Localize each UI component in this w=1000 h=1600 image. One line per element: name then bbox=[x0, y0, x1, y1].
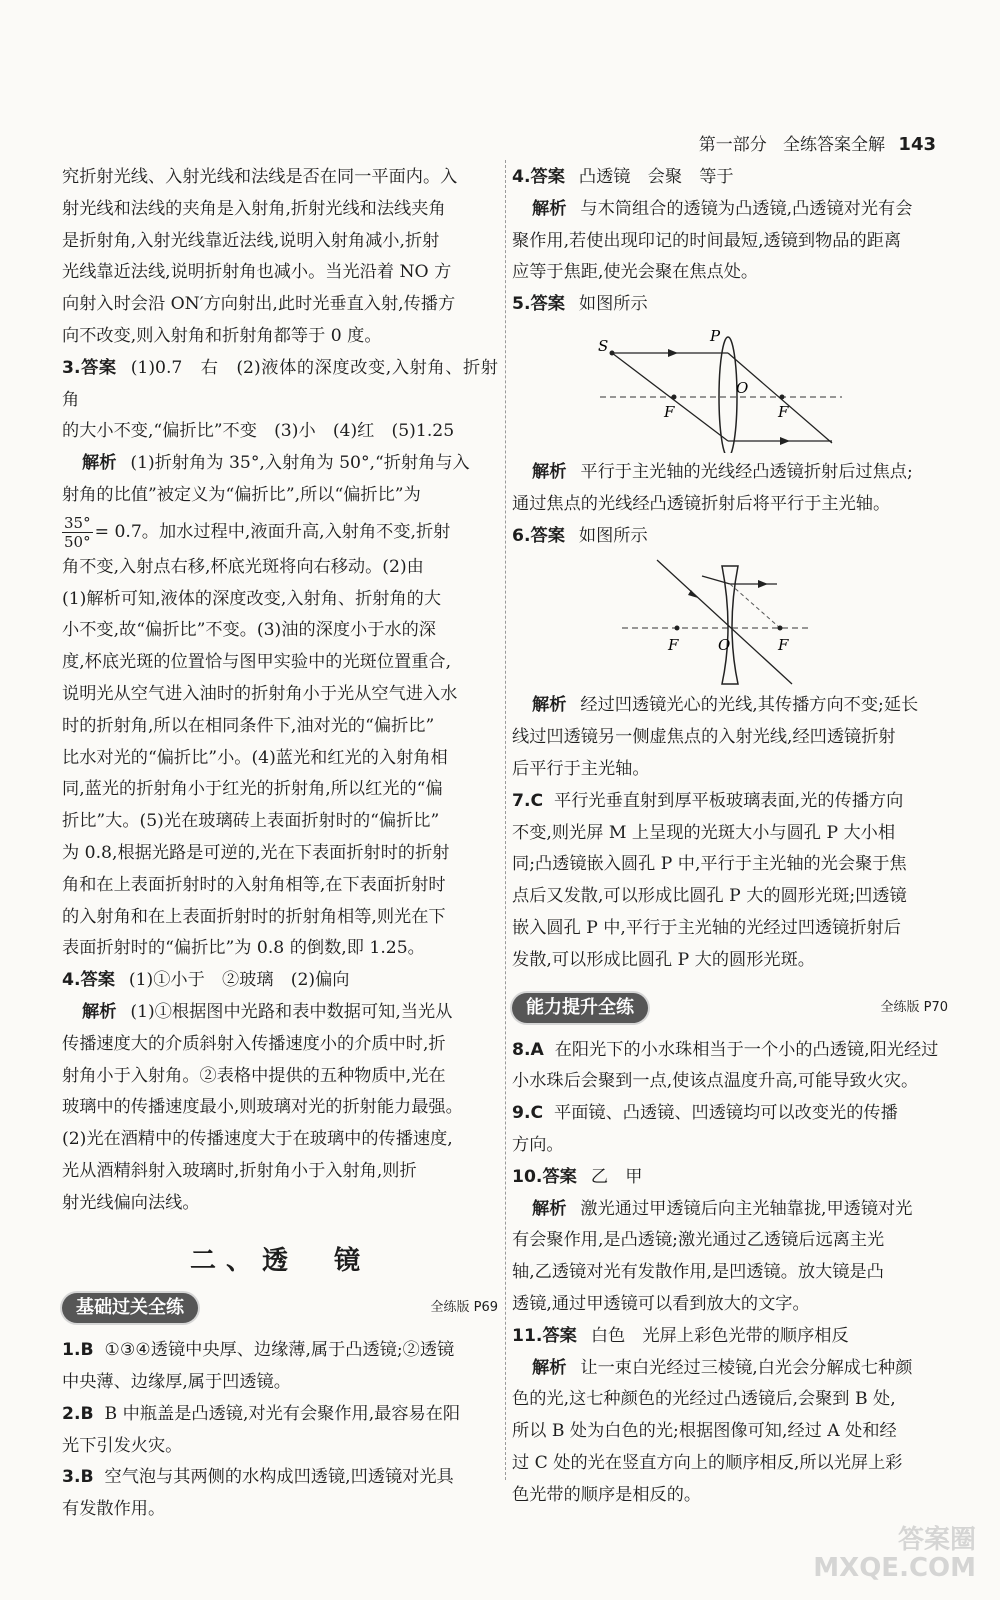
question-3 bbox=[62, 353, 498, 965]
question-number: 7.C bbox=[512, 790, 544, 811]
analysis-text: 射角小于入射角。②表格中提供的五种物质中,光在 bbox=[62, 1065, 446, 1086]
label-o: O bbox=[718, 636, 731, 655]
text-line: 是折射角,入射光线靠近法线,说明入射角减小,折射 bbox=[62, 230, 440, 251]
analysis-text: 比水对光的“偏折比”小。(4)蓝光和红光的入射角相 bbox=[62, 747, 448, 768]
analysis-text: 度,杯底光斑的位置恰与图甲实验中的光斑位置重合, bbox=[62, 652, 452, 673]
answer-tag: 答案 bbox=[542, 1325, 577, 1346]
analysis-text: 的入射角和在上表面折射时的折射角相等,则光在下 bbox=[62, 906, 446, 927]
analysis-text: 为 0.8,根据光路是可逆的,光在下表面折射时的折射 bbox=[62, 842, 450, 863]
analysis-tag: 解析 bbox=[532, 1198, 567, 1219]
answer-text: 如图所示 bbox=[578, 294, 648, 315]
answer-tag: 答案 bbox=[80, 357, 117, 378]
column-divider bbox=[505, 160, 506, 1480]
page-header bbox=[699, 130, 936, 155]
basic-q1 bbox=[62, 1335, 498, 1399]
arrow-icon bbox=[668, 349, 678, 357]
label-f: F bbox=[778, 636, 789, 655]
label-s: S bbox=[598, 336, 609, 355]
analysis-text: 线过凹透镜另一侧虚焦点的入射光线,经凹透镜折射 bbox=[512, 727, 896, 748]
answer-text: 平行光垂直射到厚平板玻璃表面,光的传播方向 bbox=[554, 790, 904, 811]
answer-text: 嵌入圆孔 P 中,平行于主光轴的光经过凹透镜折射后 bbox=[512, 917, 901, 938]
analysis-text: (1)①根据图中光路和表中数据可知,当光从 bbox=[130, 1001, 453, 1022]
analysis-text: 激光通过甲透镜后向主光轴靠拢,甲透镜对光 bbox=[580, 1198, 913, 1219]
answer-text: B 中瓶盖是凸透镜,对光有会聚作用,最容易在阳 bbox=[104, 1403, 461, 1424]
answer-text: 光下引发火灾。 bbox=[62, 1435, 183, 1456]
focus-point bbox=[780, 394, 785, 399]
question-number: 6. bbox=[512, 525, 531, 546]
question-4 bbox=[62, 965, 498, 1219]
analysis-text: (1)解析可知,液体的深度改变,入射角、折射角的大 bbox=[62, 588, 442, 609]
analysis-text: 色光带的顺序是相反的。 bbox=[512, 1484, 702, 1505]
answer-text: 不变,则光屏 M 上呈现的光斑大小与圆孔 P 大小相 bbox=[512, 822, 896, 843]
answer-text: 平面镜、凸透镜、凹透镜均可以改变光的传播 bbox=[554, 1103, 898, 1124]
answer-text: 发散,可以形成比圆孔 P 大的圆形光斑。 bbox=[512, 949, 815, 970]
answer-text: 中央薄、边缘厚,属于凹透镜。 bbox=[62, 1372, 291, 1393]
answer-text: 同;凸透镜嵌入圆孔 P 中,平行于主光轴的光会聚于焦 bbox=[512, 854, 907, 875]
text-line: 向不改变,则入射角和折射角都等于 0 度。 bbox=[62, 325, 382, 346]
answer-text: (1)0.7 右 (2)液体的深度改变,入射角、折射角 bbox=[62, 357, 498, 410]
analysis-text: 角和在上表面折射时的入射角相等,在下表面折射时 bbox=[62, 874, 446, 895]
answer-tag: 答案 bbox=[530, 294, 565, 315]
question-number: 3. bbox=[62, 357, 81, 378]
watermark-line: MXQE.COM bbox=[813, 1553, 976, 1583]
analysis-text: 与木筒组合的透镜为凸透镜,凸透镜对光有会 bbox=[580, 198, 913, 219]
text-line: 向射入时会沿 ON′方向射出,此时光垂直入射,传播方 bbox=[62, 294, 456, 315]
analysis-text: 透镜,通过甲透镜可以看到放大的文字。 bbox=[512, 1293, 810, 1314]
header-title: 全练答案全解 bbox=[783, 135, 886, 155]
banner-label: 基础过关全练 bbox=[62, 1293, 198, 1323]
focus-point bbox=[675, 626, 680, 631]
text-line: 射光线和法线的夹角是入射角,折射光线和法线夹角 bbox=[62, 198, 446, 219]
question-number: 9.C bbox=[512, 1103, 544, 1124]
analysis-text: = 0.7。加水过程中,液面升高,入射角不变,折射 bbox=[94, 521, 451, 542]
analysis-text: 小不变,故“偏折比”不变。(3)油的深度小于水的深 bbox=[62, 620, 436, 641]
header-part: 第一部分 bbox=[698, 135, 767, 155]
question-r9 bbox=[512, 1098, 948, 1162]
answer-text: ①③④透镜中央厚、边缘薄,属于凸透镜;②透镜 bbox=[104, 1340, 455, 1361]
extension-line bbox=[730, 584, 780, 628]
analysis-text: 有会聚作用,是凸透镜;激光通过乙透镜后远离主光 bbox=[512, 1230, 885, 1251]
banner-reference: 全练版 P69 bbox=[430, 1300, 498, 1316]
watermark bbox=[813, 1526, 976, 1582]
analysis-tag: 解析 bbox=[532, 198, 567, 219]
analysis-text: 射角的比值”被定义为“偏折比”,所以“偏折比”为 bbox=[62, 484, 421, 505]
source-point bbox=[610, 350, 615, 355]
right-column bbox=[512, 162, 948, 1512]
analysis-text: 玻璃中的传播速度最小,则玻璃对光的折射能力最强。 bbox=[62, 1097, 463, 1118]
answer-tag: 答案 bbox=[530, 167, 565, 187]
answer-text: 凸透镜 会聚 等于 bbox=[578, 167, 734, 187]
answer-text: 有发散作用。 bbox=[62, 1499, 166, 1520]
analysis-text: (2)光在酒精中的传播速度大于在玻璃中的传播速度, bbox=[62, 1129, 453, 1150]
continued-explanation bbox=[62, 162, 498, 353]
incident-ray bbox=[702, 576, 730, 584]
analysis-text: 时的折射角,所以在相同条件下,油对光的“偏折比” bbox=[62, 715, 435, 736]
analysis-tag: 解析 bbox=[532, 695, 567, 716]
question-r8 bbox=[512, 1035, 948, 1099]
question-number: 1.B bbox=[62, 1340, 94, 1361]
analysis-text: 应等于焦距,使光会聚在焦点处。 bbox=[512, 262, 759, 283]
label-o: O bbox=[736, 378, 749, 397]
question-number: 4. bbox=[512, 167, 531, 187]
analysis-text: 表面折射时的“偏折比”为 0.8 的倒数,即 1.25。 bbox=[62, 938, 425, 959]
left-column bbox=[62, 162, 498, 1526]
analysis-text: 轴,乙透镜对光有发散作用,是凹透镜。放大镜是凸 bbox=[512, 1262, 884, 1283]
label-f: F bbox=[664, 402, 675, 421]
analysis-text: 经过凹透镜光心的光线,其传播方向不变;延长 bbox=[580, 695, 919, 716]
answer-text: 小水珠后会聚到一点,使该点温度升高,可能导致火灾。 bbox=[512, 1071, 919, 1092]
analysis-tag: 解析 bbox=[532, 1357, 567, 1378]
question-number: 3.B bbox=[62, 1467, 94, 1488]
analysis-text: 色的光,这七种颜色的光经过凸透镜后,会聚到 B 处, bbox=[512, 1389, 896, 1410]
watermark-line: 答案圈 bbox=[897, 1525, 976, 1555]
question-r5 bbox=[512, 289, 948, 520]
page-number: 143 bbox=[898, 134, 936, 155]
answer-text: 在阳光下的小水珠相当于一个小的凸透镜,阳光经过 bbox=[554, 1039, 939, 1060]
focus-point bbox=[672, 394, 677, 399]
label-p: P bbox=[710, 326, 721, 345]
text-line: 究折射光线、入射光线和法线是否在同一平面内。入 bbox=[62, 167, 458, 187]
fraction bbox=[62, 514, 93, 551]
arrow-icon bbox=[688, 590, 698, 598]
question-r11 bbox=[512, 1321, 948, 1512]
analysis-tag: 解析 bbox=[82, 1001, 117, 1022]
analysis-tag: 解析 bbox=[532, 461, 567, 482]
label-f: F bbox=[778, 402, 789, 421]
analysis-text: 聚作用,若使出现印记的时间最短,透镜到物品的距离 bbox=[512, 230, 902, 251]
answer-text: 白色 光屏上彩色光带的顺序相反 bbox=[590, 1325, 849, 1346]
question-r6 bbox=[512, 521, 948, 786]
answer-tag: 答案 bbox=[80, 970, 115, 991]
analysis-text: 说明光从空气进入油时的折射角小于光从空气进入水 bbox=[62, 683, 458, 704]
ability-practice-banner bbox=[512, 991, 948, 1025]
arrow-icon bbox=[780, 437, 790, 445]
answer-text: 如图所示 bbox=[578, 525, 648, 546]
analysis-text: 通过焦点的光线经凸透镜折射后将平行于主光轴。 bbox=[512, 493, 891, 514]
question-r4 bbox=[512, 162, 948, 289]
focus-point bbox=[778, 626, 783, 631]
answer-text: 乙 甲 bbox=[590, 1166, 643, 1187]
fraction-numerator: 35° bbox=[64, 513, 91, 532]
answer-tag: 答案 bbox=[530, 525, 565, 546]
section-title: 二、透 镜 bbox=[189, 1245, 370, 1276]
answer-text: 空气泡与其两侧的水构成凹透镜,凹透镜对光具 bbox=[104, 1467, 454, 1488]
question-number: 11. bbox=[512, 1325, 543, 1346]
question-number: 2.B bbox=[62, 1403, 94, 1424]
fraction-denominator: 50° bbox=[64, 532, 91, 551]
analysis-text: 所以 B 处为白色的光;根据图像可知,经过 A 处和经 bbox=[512, 1421, 897, 1442]
banner-reference: 全练版 P70 bbox=[880, 999, 948, 1015]
label-f: F bbox=[668, 636, 679, 655]
convex-lens-ray-diagram bbox=[512, 323, 948, 453]
analysis-text: 同,蓝光的折射角小于红光的折射角,所以红光的“偏 bbox=[62, 779, 443, 800]
analysis-text: 让一束白光经过三棱镜,白光会分解成七种颜 bbox=[580, 1357, 913, 1378]
analysis-text: 过 C 处的光在竖直方向上的顺序相反,所以光屏上彩 bbox=[512, 1452, 903, 1473]
answer-text: (1)①小于 ②玻璃 (2)偏向 bbox=[128, 970, 350, 991]
question-number: 8.A bbox=[512, 1039, 544, 1060]
concave-lens-ray-diagram bbox=[512, 554, 948, 686]
answer-text: 方向。 bbox=[512, 1134, 564, 1155]
analysis-text: 平行于主光轴的光线经凸透镜折射后过焦点; bbox=[580, 461, 913, 482]
analysis-text: 后平行于主光轴。 bbox=[512, 758, 650, 779]
answer-text: 点后又发散,可以形成比圆孔 P 大的圆形光斑;凹透镜 bbox=[512, 886, 907, 907]
analysis-text: 折比”大。(5)光在玻璃砖上表面折射时的“偏折比” bbox=[62, 811, 440, 832]
banner-label: 能力提升全练 bbox=[512, 993, 648, 1023]
analysis-text: 传播速度大的介质斜射入传播速度小的介质中时,折 bbox=[62, 1033, 446, 1054]
analysis-text: 角不变,入射点右移,杯底光斑将向右移动。(2)由 bbox=[62, 556, 424, 577]
basic-practice-banner bbox=[62, 1291, 498, 1325]
analysis-text: (1)折射角为 35°,入射角为 50°,“折射角与入 bbox=[130, 453, 470, 474]
question-number: 5. bbox=[512, 294, 531, 315]
basic-q2 bbox=[62, 1399, 498, 1463]
arrow-icon bbox=[758, 580, 768, 588]
question-number: 4. bbox=[62, 970, 81, 991]
analysis-tag: 解析 bbox=[82, 453, 117, 474]
answer-tag: 答案 bbox=[542, 1166, 577, 1187]
question-r7 bbox=[512, 786, 948, 977]
question-r10 bbox=[512, 1162, 948, 1321]
answer-text: 的大小不变,“偏折比”不变 (3)小 (4)红 (5)1.25 bbox=[62, 421, 455, 442]
analysis-text: 光从酒精斜射入玻璃时,折射角小于入射角,则折 bbox=[62, 1160, 417, 1181]
analysis-text: 射光线偏向法线。 bbox=[62, 1192, 200, 1213]
text-line: 光线靠近法线,说明折射角也减小。当光沿着 NO 方 bbox=[62, 262, 452, 283]
question-number: 10. bbox=[512, 1166, 543, 1187]
basic-q3 bbox=[62, 1462, 498, 1526]
